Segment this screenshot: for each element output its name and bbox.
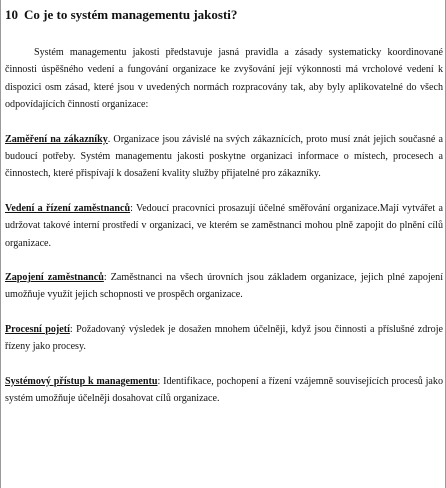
intro-paragraph: Systém managementu jakosti představuje jasná pravidla a zásady systematicky koordinované činnosti úspěšného vedení a fungování organizace ke zvyšování její výkonnosti má vrcholové vedení k dispozici osm zásad, které jsou v uvedených normách rozpracovány tak, aby byly aplikovatelné do všech odpovídajících činností organizace: <box>5 47 443 111</box>
principle-customer-focus <box>5 131 443 183</box>
section-heading <box>5 7 237 23</box>
principle-leadership <box>5 200 443 252</box>
principle-term: Systémový přístup k managementu <box>5 375 158 387</box>
principle-term: Zaměření na zákazníky <box>5 133 108 145</box>
page-left-border <box>0 0 1 488</box>
principle-system-approach <box>5 373 443 408</box>
principle-text: : Identifikace, pochopení a řízení vzájemně souvisejících procesů jako systém umožňuje účelněji dosahovat cílů organizace. <box>5 375 443 405</box>
principle-text: . Organizace jsou závislé na svých zákaznících, proto musí znát jejich současné a budoucí potřeby. Systém managementu jakosti poskytne organizaci informace o místech, procesech a činnostech, které přispívají k dosažení kvality služby přijatelné pro zákazníky. <box>5 133 443 180</box>
principle-text: : Zaměstnanci na všech úrovních jsou základem organizace, jejich plné zapojení umožňuje využít jejich schopnosti ve prospěch organizace. <box>5 272 443 301</box>
section-number: 10 <box>5 7 18 22</box>
principle-involvement <box>5 269 443 304</box>
principle-term: Vedení a řízení zaměstnanců <box>5 202 131 214</box>
paragraph-spacer <box>5 304 443 321</box>
document-body <box>5 44 443 408</box>
principle-term: Zapojení zaměstnanců <box>5 272 104 284</box>
principle-text: : Vedoucí pracovníci prosazují účelné směřování organizace.Mají vytvářet a udržovat takové interní prostředí v organizaci, ve kterém se zaměstnanci mohou plně zapojit do plnění cílů organizace. <box>5 202 443 249</box>
section-title: Co je to systém managementu jakosti? <box>24 7 238 22</box>
principle-text: : Požadovaný výsledek je dosažen mnohem účelněji, když jsou činnosti a příslušné zdroje řízeny jako procesy. <box>5 323 443 353</box>
principle-process-approach <box>5 321 443 356</box>
paragraph-spacer <box>5 356 443 373</box>
paragraph-spacer <box>5 114 443 131</box>
principle-term: Procesní pojetí <box>5 323 70 335</box>
paragraph-spacer <box>5 252 443 269</box>
paragraph-spacer <box>5 183 443 200</box>
